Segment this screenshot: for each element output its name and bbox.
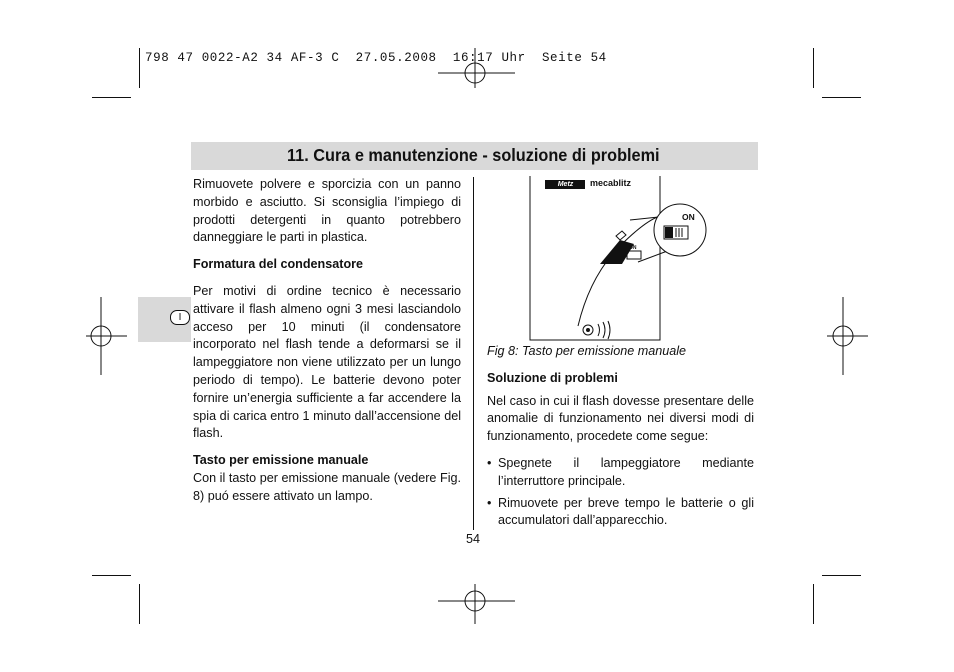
registration-target-left [86,297,127,375]
problemi-paragraph: Nel caso in cui il flash dovesse presentare delle anomalie di funzionamento nei diversi modi di funzionamento, procedete come segue: [487,393,754,444]
left-column [193,176,461,506]
flash-illustration [520,176,710,342]
column-divider [473,177,474,530]
switch-small-label: ON [629,245,637,251]
section-heading-tasto: Tasto per emissione manuale [193,453,369,468]
right-column [487,343,754,534]
language-tab-letter: I [170,310,190,325]
list-item: • Spegnete il lampeggiatore mediante l’interruttore principale. [487,455,754,491]
brand-logo: Metz [557,181,574,188]
troubleshooting-list [487,455,754,530]
section-heading-problemi: Soluzione di problemi [487,370,618,385]
figure-caption: Fig 8: Tasto per emissione manuale [487,344,687,358]
condensatore-paragraph: Per motivi di ordine tecnico è necessario attivare il flash almeno ogni 3 mesi lasciandolo acceso per 10 minuti (il condensatore incorporato nel flash tende a deformarsi se il lampeggiatore non viene utilizzato per un lungo periodo di tempo). Le batterie devono poter fornire un’energia sufficiente a far accendere la spia di carica entro 1 minuto dall’accensione del flash. [193,283,461,441]
print-header: 798 47 0022-A2 34 AF-3 C 27.05.2008 16:17 Uhr Seite 54 [145,51,607,65]
figure-8 [520,176,710,342]
intro-paragraph: Rimuovete polvere e sporcizia con un panno morbido e asciutto. Si sconsiglia l’impiego di prodotti detergenti in quanto potrebbero danneggiare le parti in plastica. [193,177,461,245]
model-label: mecablitz [590,178,632,188]
registration-target-bottom [438,584,515,624]
switch-on-label: ON [682,212,695,222]
page-number: 54 [466,532,481,546]
page-title: 11. Cura e manutenzione - soluzione di problemi [287,145,660,165]
tasto-paragraph: Con il tasto per emissione manuale (vedere Fig. 8) puó essere attivato un lampo. [193,470,461,503]
registration-target-right [827,297,868,375]
list-item: • Rimuovete per breve tempo le batterie o gli accumulatori dall’apparecchio. [487,495,754,531]
section-heading-condensatore: Formatura del condensatore [193,257,364,272]
